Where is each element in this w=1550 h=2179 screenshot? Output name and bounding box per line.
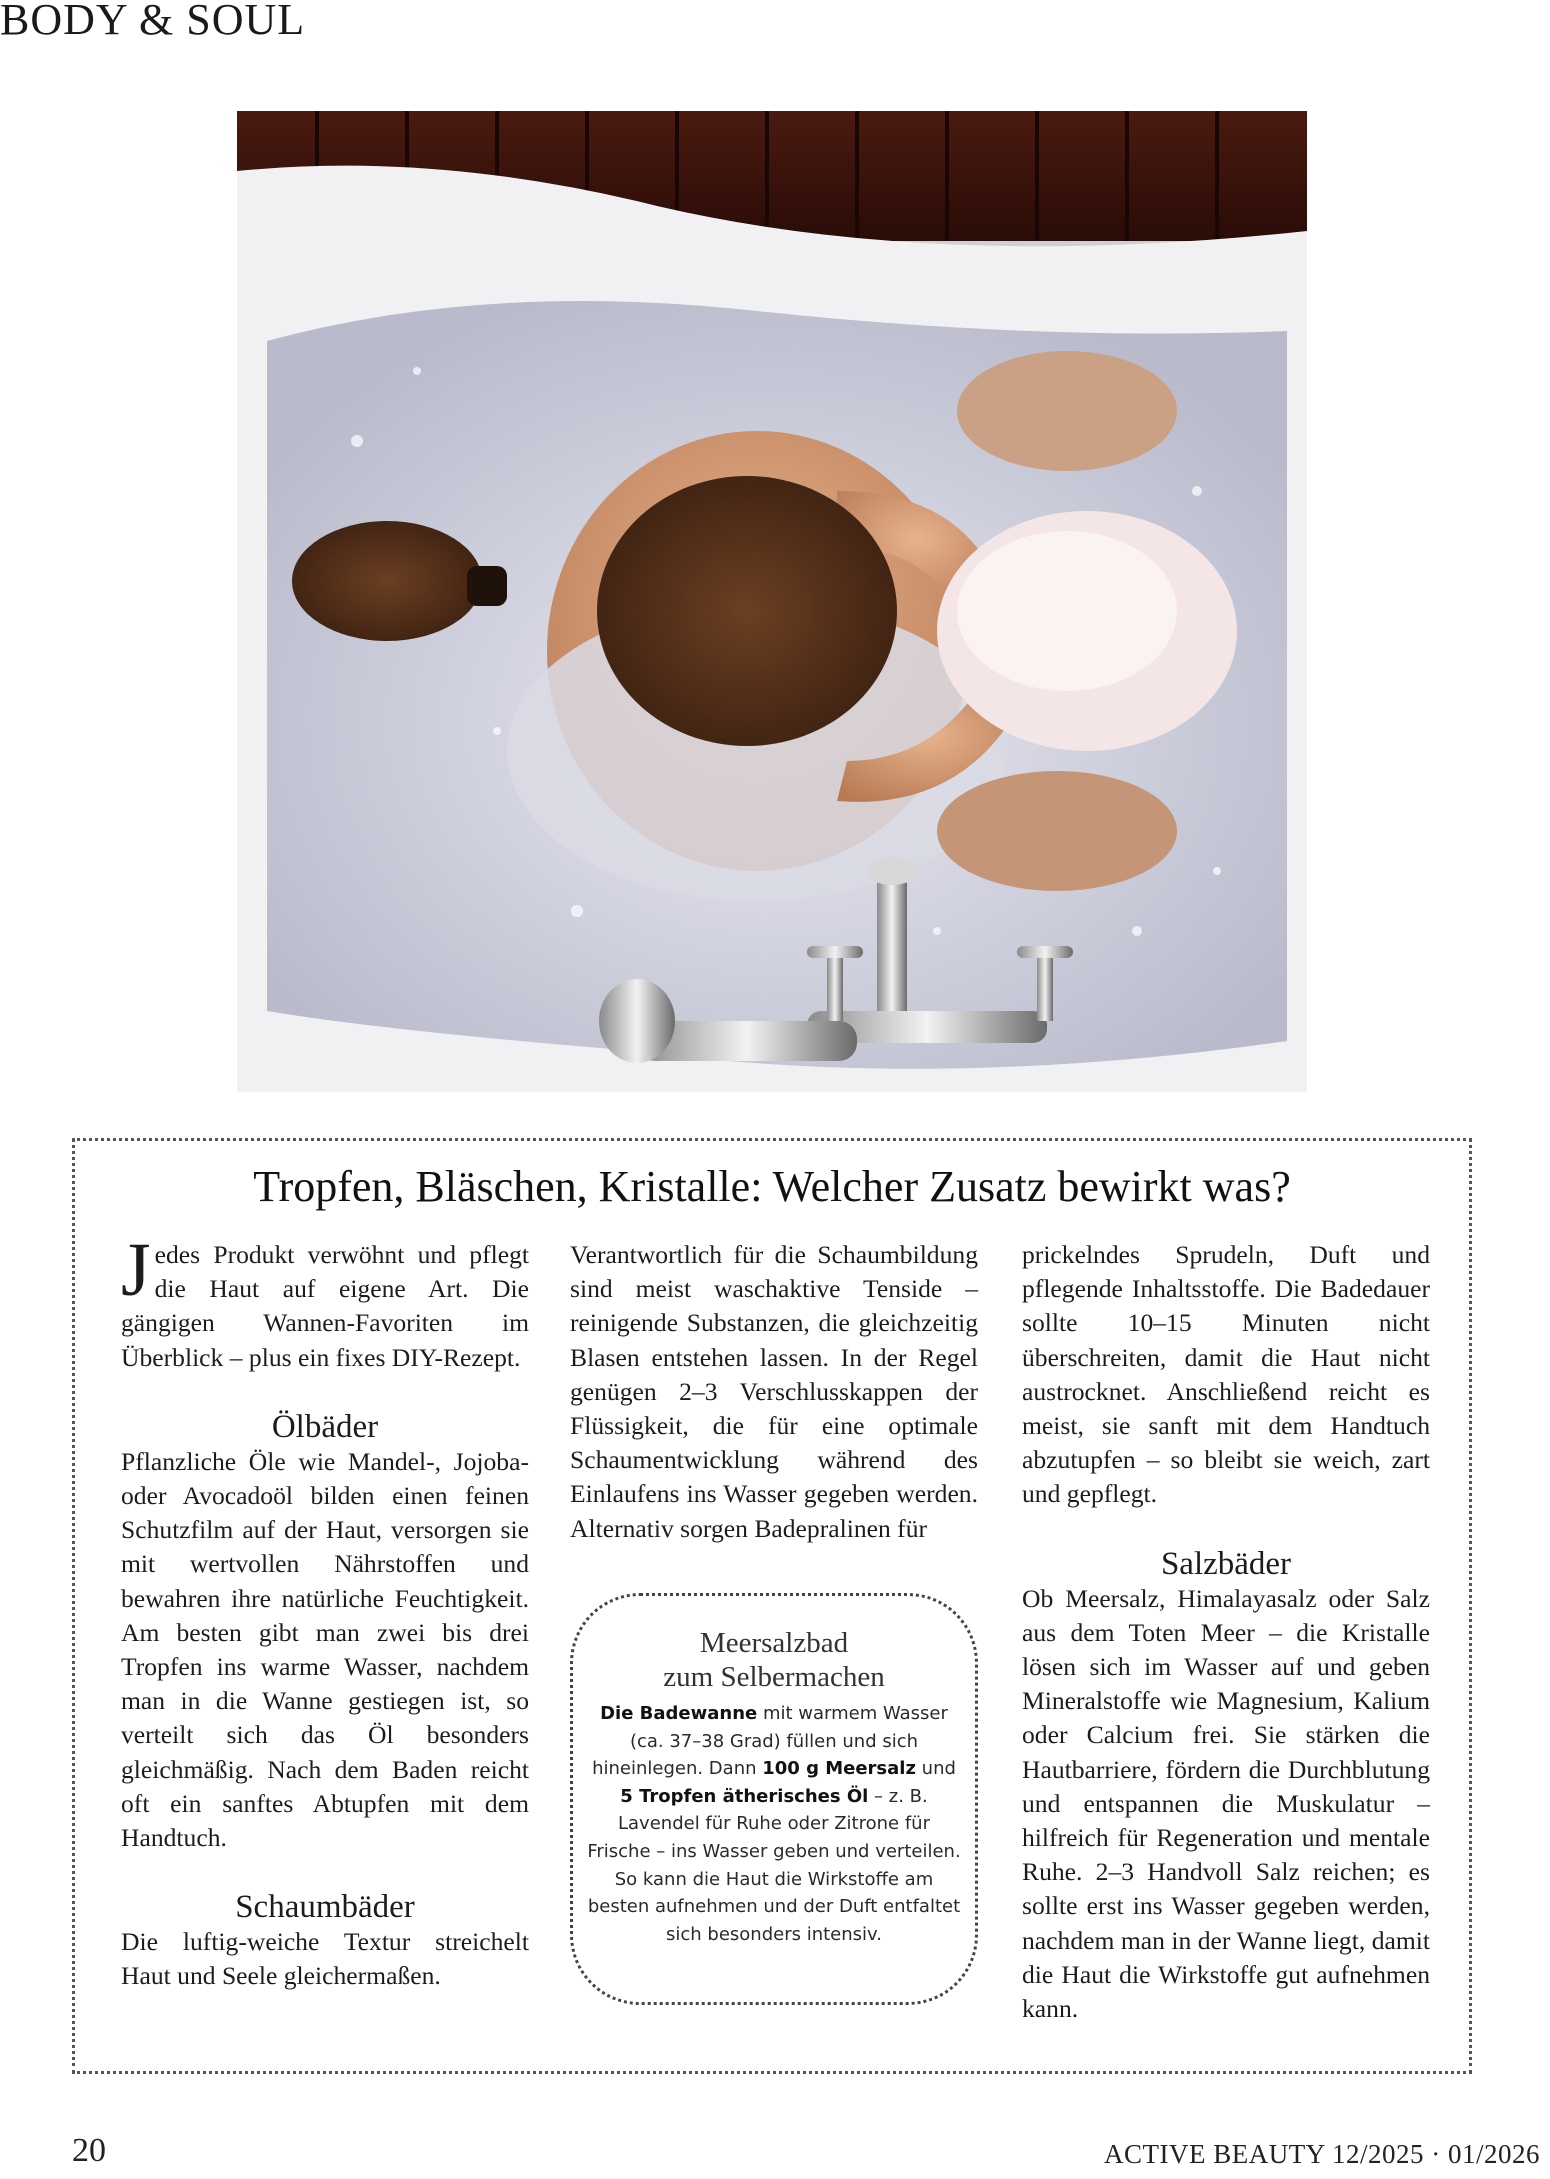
recipe-bold-1: Die Badewanne — [600, 1703, 758, 1724]
column-2 — [570, 1238, 978, 1546]
bath-photo — [237, 111, 1307, 1092]
recipe-sidebar — [570, 1593, 978, 2005]
drop-cap: J — [121, 1228, 151, 1312]
bath-illustration — [237, 111, 1307, 1092]
schaumbaeder-text-3: prickelndes Sprudeln, Duft und pflegende Inhaltsstoffe. Die Badedauer sollte 10–15 Minuten nicht überschreiten, damit die Haut nicht austrocknet. Anschließend reicht es meist, sie sanft mit dem Handtuch abzutupfen – so bleibt sie weich, zart und gepflegt. — [1022, 1240, 1430, 1509]
recipe-text-3: – z. B. Lavendel für Ruhe oder Zitrone für Frische – ins Wasser geben und verteilen. So kann die Haut die Wirkstoffe am besten aufnehmen und der Duft entfaltet sich besonders intensiv. — [587, 1785, 961, 1945]
intro-paragraph — [121, 1228, 529, 1375]
heading-salzbaeder: Salzbäder — [1160, 1545, 1292, 1582]
box-title: Tropfen, Bläschen, Kristalle: Welcher Zusatz bewirkt was? — [253, 1162, 1291, 1211]
page-number: 20 — [72, 2132, 106, 2169]
schaumbaeder-text-1: Die luftig-weiche Textur streichelt Haut und Seele gleichermaßen. — [121, 1927, 529, 1991]
salzbaeder-text: Ob Meersalz, Himalayasalz oder Salz aus dem Toten Meer – die Kristalle lösen sich im Wasser auf und geben Mineralstoffe wie Magnesium, Kalium oder Calcium frei. Sie stärken die Hautbarriere, fördern die Durchblutung und entspannen die Muskulatur – hilfreich für Regeneration und mentale Ruhe. 2–3 Handvoll Salz reichen; es sollte erst ins Wasser gegeben werden, nachdem man in der Wanne liegt, damit die Haut die Wirkstoffe gut aufnehmen kann. — [1022, 1583, 1430, 2024]
recipe-bold-3: 5 Tropfen ätherisches Öl — [620, 1785, 869, 1807]
recipe-title-line-1: Meersalzbad — [699, 1627, 849, 1659]
oelbaeder-text: Pflanzliche Öle wie Mandel-, Jojoba- oder Avocadoöl bilden einen feinen Schutzfilm auf der Haut, versorgen sie mit wertvollen Nährstoffen und bewahren ihre natürliche Feuchtigkeit. Am besten gibt man zwei bis drei Tropfen ins warme Wasser, nachdem man in die Wanne gestiegen ist, so verteilt sich das Öl besonders gleichmäßig. Nach dem Baden reicht oft ein sanftes Abtupfen mit dem Handtuch. — [121, 1446, 529, 1853]
recipe-bold-2: 100 g Meersalz — [762, 1758, 916, 1780]
intro-text: edes Produkt verwöhnt und pflegt die Haut auf eigene Art. Die gängigen Wannen-Favoriten im Überblick – plus ein fixes DIY-Rezept. — [121, 1240, 529, 1372]
recipe-text — [587, 1700, 961, 1948]
schaumbaeder-text-2: Verantwortlich für die Schaumbildung sind meist waschaktive Tenside – reinigende Substanzen, die gleichzeitig Blasen entstehen lassen. In der Regel genügen 2–3 Verschlusskappen der Flüssigkeit, die für eine optimale Schaumentwicklung während des Einlaufens ins Wasser gegeben werden. Alternativ sorgen Badepralinen für — [570, 1240, 978, 1543]
heading-schaumbaeder: Schaumbäder — [235, 1889, 415, 1926]
column-3 — [1022, 1238, 1430, 2026]
column-1 — [121, 1228, 529, 1994]
recipe-title — [587, 1626, 961, 1694]
info-box — [72, 1138, 1472, 2074]
recipe-text-2: und — [915, 1758, 956, 1780]
heading-oelbaeder: Ölbäder — [271, 1408, 379, 1445]
recipe-text-1: mit warmem Wasser (ca. 37–38 Grad) füllen und sich hineinlegen. Dann — [592, 1703, 948, 1780]
section-label: BODY & SOUL — [0, 0, 306, 44]
recipe-title-line-2: zum Selbermachen — [663, 1661, 885, 1693]
issue-info: ACTIVE BEAUTY 12/2025 · 01/2026 — [1104, 2139, 1540, 2169]
